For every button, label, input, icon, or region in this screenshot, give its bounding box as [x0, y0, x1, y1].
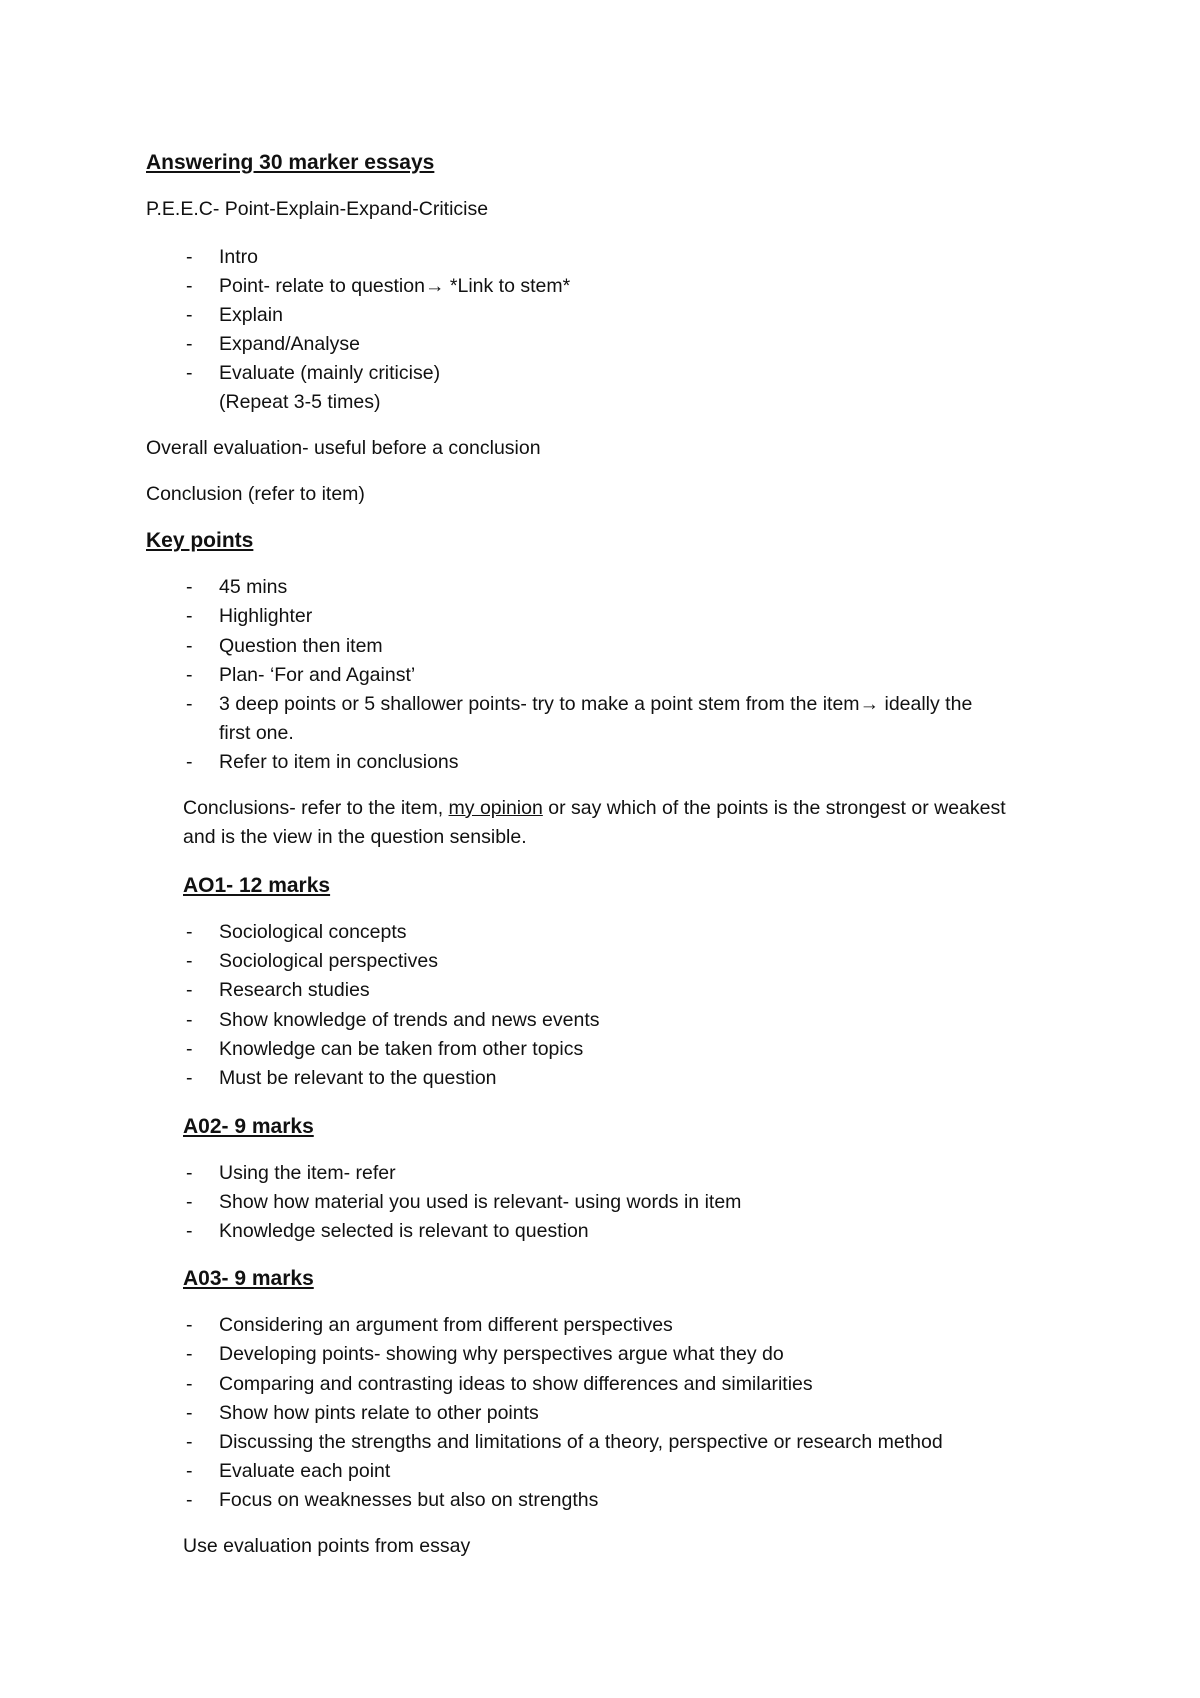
structure-item-point-text: Point- relate to question	[219, 275, 425, 297]
ao3-item: Evaluate each point	[219, 1460, 391, 1482]
list-dash: -	[186, 979, 193, 1001]
ao2-item: Using the item- refer	[219, 1162, 396, 1184]
conclusions-note-part2: or say which of the points is the strongest or weakest	[542, 797, 1006, 819]
list-dash: -	[186, 664, 193, 686]
key-point-item: Question then item	[219, 635, 383, 657]
list-dash: -	[186, 576, 193, 598]
key-point-item-wrap: first one.	[219, 722, 294, 744]
structure-item-evaluate: Evaluate (mainly criticise)	[219, 362, 441, 384]
list-dash: -	[186, 693, 193, 715]
closing-line: Use evaluation points from essay	[183, 1535, 471, 1557]
conclusion-line: Conclusion (refer to item)	[146, 483, 365, 505]
list-dash: -	[186, 1402, 193, 1424]
list-dash: -	[186, 304, 193, 326]
conclusions-note-underlined: my opinion	[448, 797, 543, 819]
overall-evaluation: Overall evaluation- useful before a conclusion	[146, 437, 541, 459]
key-point-item: 45 mins	[219, 576, 288, 598]
ao3-item: Comparing and contrasting ideas to show differences and similarities	[219, 1373, 813, 1395]
repeat-note: (Repeat 3-5 times)	[219, 391, 381, 413]
list-dash: -	[186, 1431, 193, 1453]
conclusions-note-line2: and is the view in the question sensible.	[183, 826, 527, 848]
list-dash: -	[186, 246, 193, 268]
structure-item-expand: Expand/Analyse	[219, 333, 360, 355]
list-dash: -	[186, 950, 193, 972]
ao3-heading: A03- 9 marks	[183, 1267, 314, 1290]
ao2-heading: A02- 9 marks	[183, 1115, 314, 1138]
list-dash: -	[186, 1314, 193, 1336]
list-dash: -	[186, 751, 193, 773]
ao2-item: Knowledge selected is relevant to question	[219, 1220, 589, 1242]
conclusions-note-line1	[183, 796, 1006, 820]
ao3-item: Focus on weaknesses but also on strengths	[219, 1489, 599, 1511]
arrow-icon: →	[424, 275, 445, 297]
key-point-item: Highlighter	[219, 605, 313, 627]
list-dash: -	[186, 1343, 193, 1365]
arrow-icon: →	[859, 693, 880, 715]
key-point-item-text-cont: ideally the	[884, 693, 973, 715]
structure-item-point	[219, 274, 570, 298]
ao2-item: Show how material you used is relevant- using words in item	[219, 1191, 742, 1213]
list-dash: -	[186, 605, 193, 627]
list-dash: -	[186, 1191, 193, 1213]
list-dash: -	[186, 275, 193, 297]
page-title: Answering 30 marker essays	[146, 151, 435, 174]
ao1-item: Show knowledge of trends and news events	[219, 1009, 600, 1031]
structure-item-intro: Intro	[219, 246, 259, 268]
list-dash: -	[186, 1038, 193, 1060]
list-dash: -	[186, 1373, 193, 1395]
ao3-item: Discussing the strengths and limitations of a theory, perspective or research method	[219, 1431, 943, 1453]
peec-line: P.E.E.C- Point-Explain-Expand-Criticise	[146, 198, 489, 220]
list-dash: -	[186, 362, 193, 384]
ao3-item: Considering an argument from different perspectives	[219, 1314, 673, 1336]
key-point-item-text: 3 deep points or 5 shallower points- try to make a point stem from the item	[219, 693, 860, 715]
list-dash: -	[186, 1489, 193, 1511]
key-point-item	[219, 692, 972, 716]
key-points-heading: Key points	[146, 529, 254, 552]
list-dash: -	[186, 1460, 193, 1482]
ao1-item: Sociological concepts	[219, 921, 407, 943]
link-to-stem-text: *Link to stem*	[449, 275, 571, 297]
list-dash: -	[186, 333, 193, 355]
ao1-item: Sociological perspectives	[219, 950, 438, 972]
list-dash: -	[186, 921, 193, 943]
conclusions-note-part1: Conclusions- refer to the item,	[183, 797, 449, 819]
list-dash: -	[186, 1162, 193, 1184]
structure-item-explain: Explain	[219, 304, 283, 326]
key-point-item: Refer to item in conclusions	[219, 751, 459, 773]
list-dash: -	[186, 1220, 193, 1242]
list-dash: -	[186, 635, 193, 657]
ao1-item: Research studies	[219, 979, 370, 1001]
ao3-item: Show how pints relate to other points	[219, 1402, 539, 1424]
ao1-item: Knowledge can be taken from other topics	[219, 1038, 584, 1060]
ao3-item: Developing points- showing why perspectives argue what they do	[219, 1343, 784, 1365]
ao1-item: Must be relevant to the question	[219, 1067, 497, 1089]
list-dash: -	[186, 1009, 193, 1031]
list-dash: -	[186, 1067, 193, 1089]
key-point-item: Plan- ‘For and Against’	[219, 664, 416, 686]
ao1-heading: AO1- 12 marks	[183, 874, 331, 897]
